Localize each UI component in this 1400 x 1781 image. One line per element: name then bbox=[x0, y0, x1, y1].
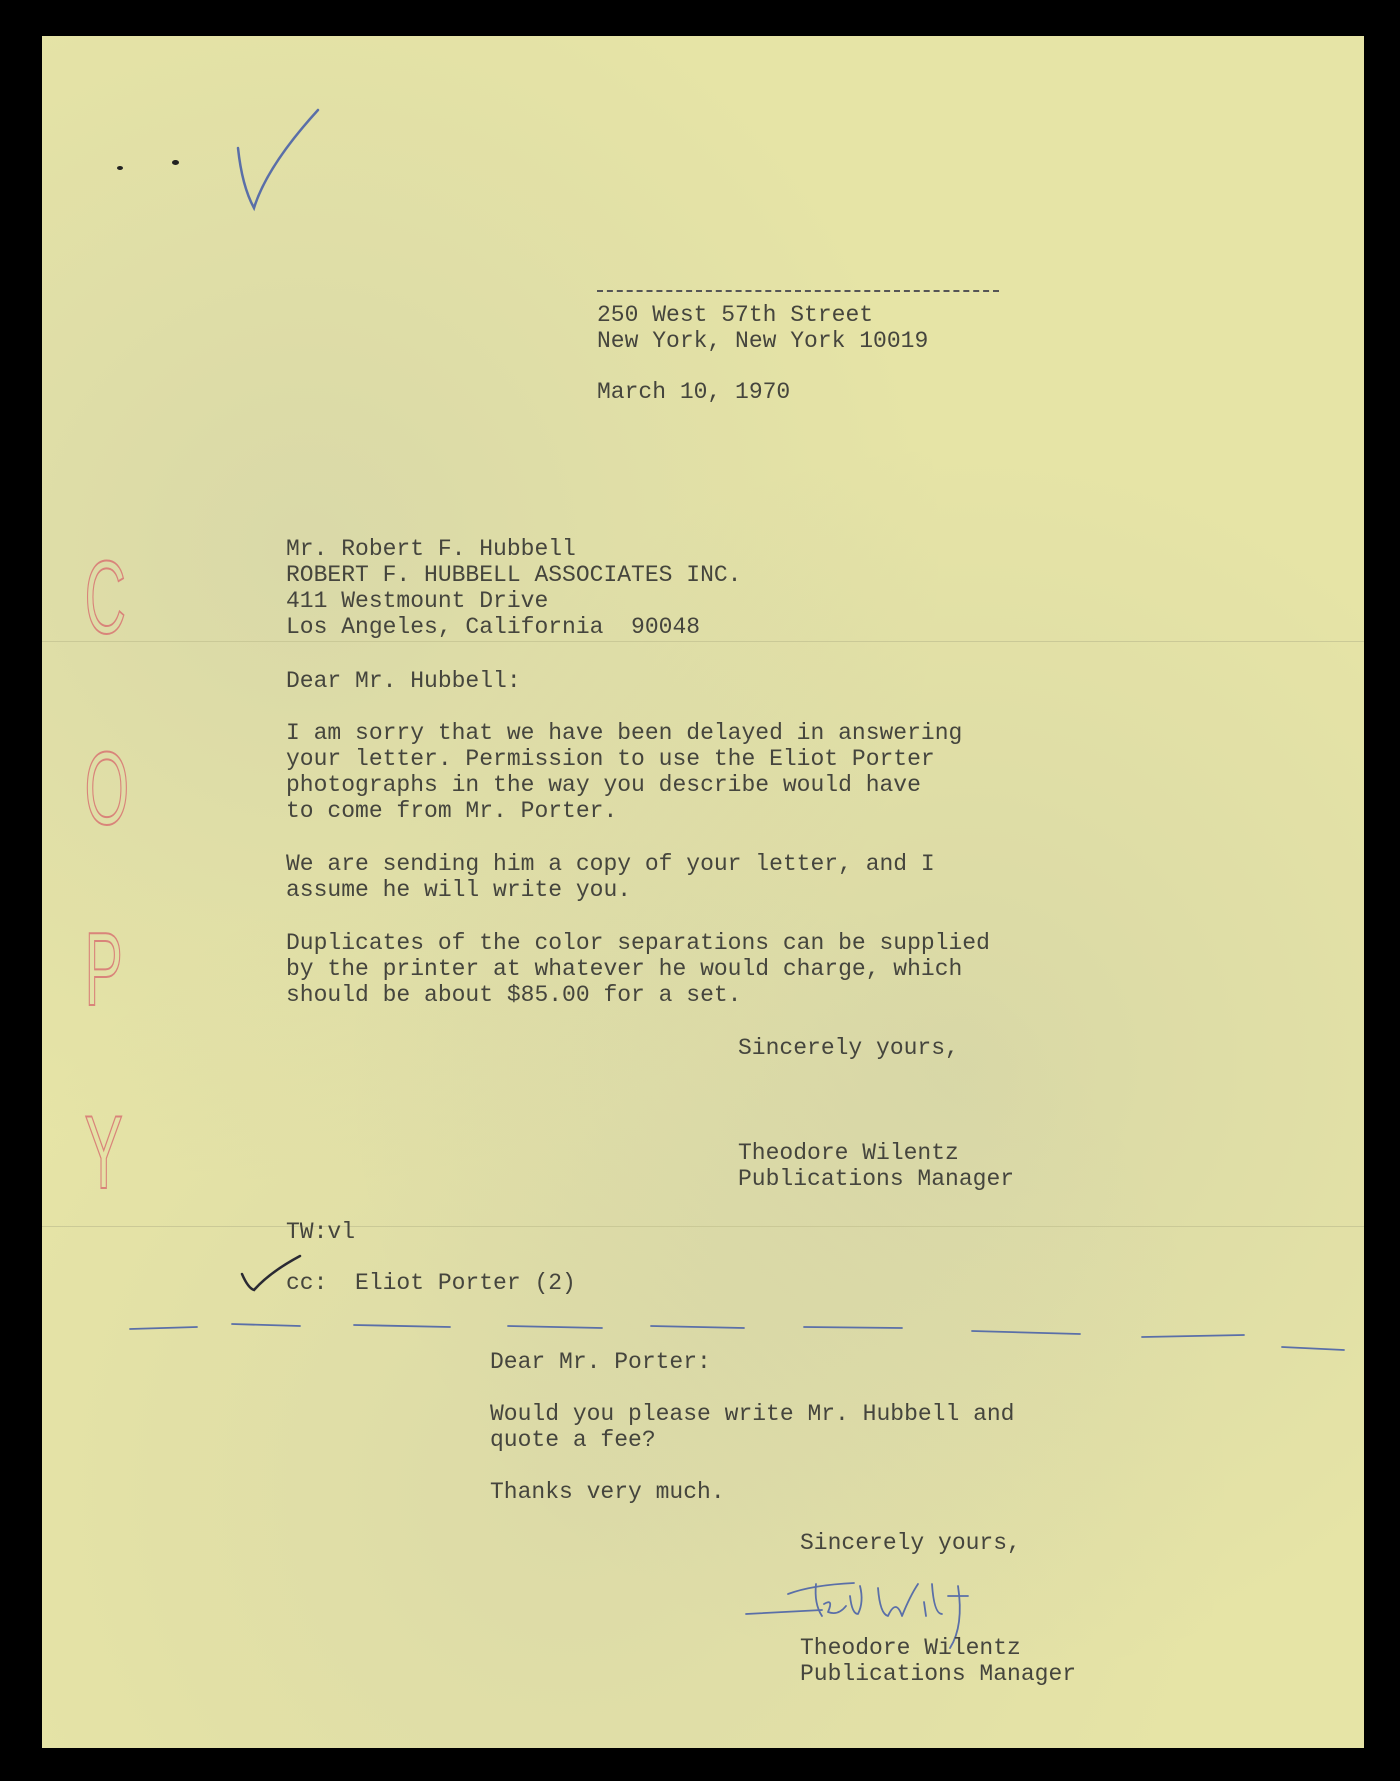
typist-initials: TW:vl bbox=[286, 1219, 356, 1245]
signer-title: Publications Manager bbox=[738, 1166, 1015, 1192]
letter-paragraph: I am sorry that we have been delayed in answering your letter. Permission to use the Eliot Porter photographs in the way you describe would have to come from Mr. Porter. bbox=[286, 720, 963, 824]
copy-stamp-letter: O bbox=[84, 731, 130, 847]
note-salutation: Dear Mr. Porter: bbox=[490, 1349, 711, 1375]
letter-page bbox=[42, 36, 1364, 1748]
sender-address-city: New York, New York 10019 bbox=[597, 328, 929, 354]
copy-stamp-letter: Y bbox=[84, 1095, 123, 1211]
copy-stamp-letter: C bbox=[84, 540, 126, 656]
cc-line: cc: Eliot Porter (2) bbox=[286, 1270, 576, 1296]
letter-paragraph: We are sending him a copy of your letter, and I assume he will write you. bbox=[286, 851, 935, 903]
letter-date: March 10, 1970 bbox=[597, 379, 791, 405]
letter-salutation: Dear Mr. Hubbell: bbox=[286, 668, 521, 694]
recipient-company: ROBERT F. HUBBELL ASSOCIATES INC. bbox=[286, 562, 742, 588]
copy-stamp-letter: P bbox=[84, 912, 123, 1028]
letter-paragraph: Duplicates of the color separations can be supplied by the printer at whatever he would charge, which should be about $85.00 for a set. bbox=[286, 930, 990, 1008]
sender-address-street: 250 West 57th Street bbox=[597, 302, 874, 328]
note-closing: Sincerely yours, bbox=[800, 1530, 1021, 1556]
recipient-city: Los Angeles, California 90048 bbox=[286, 614, 701, 640]
note-paragraph: Thanks very much. bbox=[490, 1479, 725, 1505]
recipient-street: 411 Westmount Drive bbox=[286, 588, 549, 614]
handwritten-signature bbox=[42, 36, 1364, 1748]
letter-closing: Sincerely yours, bbox=[738, 1035, 959, 1061]
signer-name: Theodore Wilentz bbox=[738, 1140, 959, 1166]
note-paragraph: Would you please write Mr. Hubbell and quote a fee? bbox=[490, 1401, 1015, 1453]
recipient-name: Mr. Robert F. Hubbell bbox=[286, 536, 576, 562]
note-signer-title: Publications Manager bbox=[800, 1661, 1077, 1687]
note-signer-name: Theodore Wilentz bbox=[800, 1635, 1021, 1661]
